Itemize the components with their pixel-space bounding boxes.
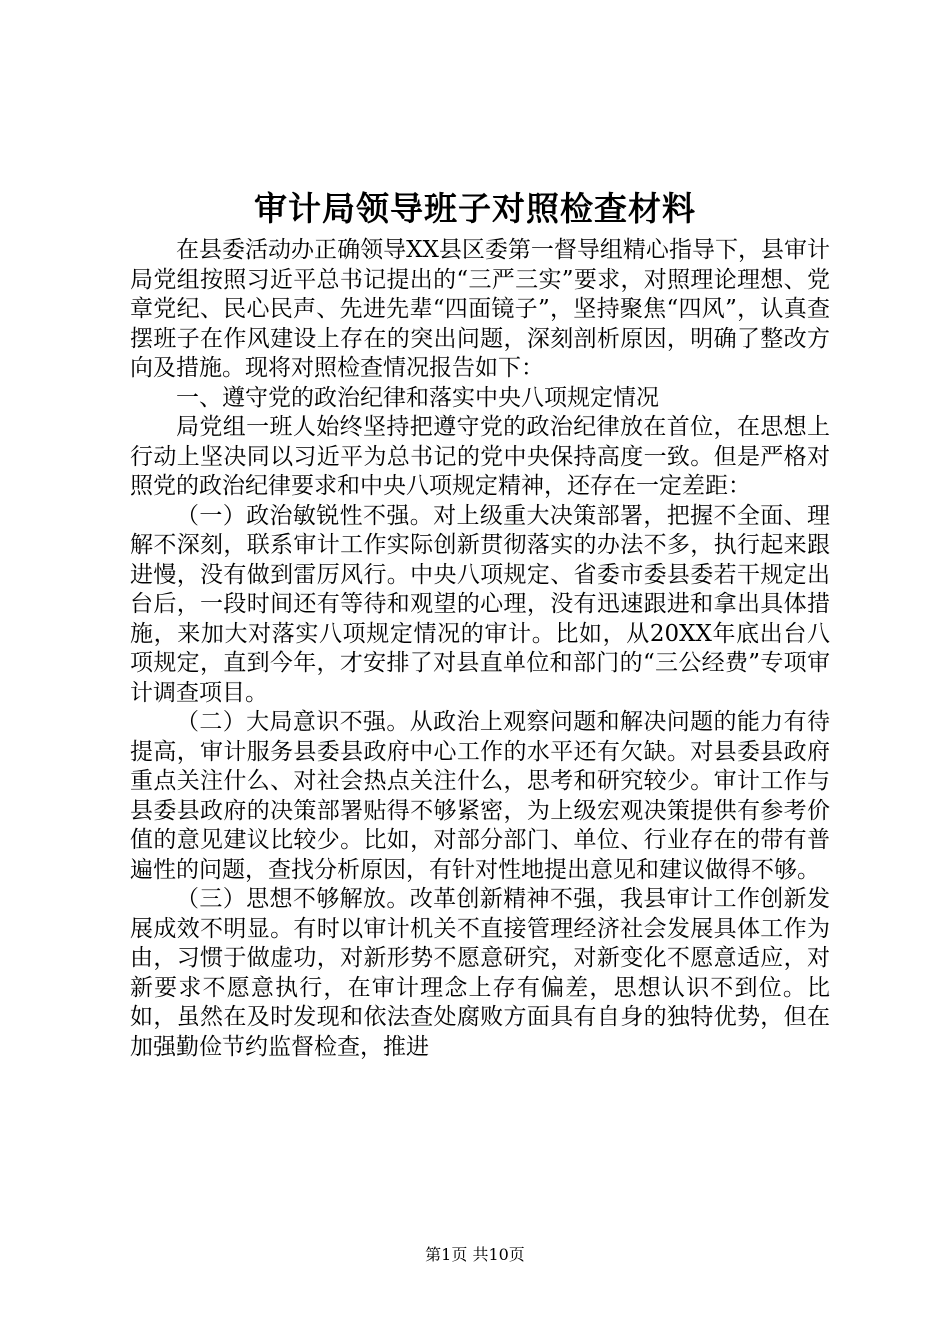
point-two-paragraph: （二）大局意识不强。从政治上观察问题和解决问题的能力有待提高，审计服务县委县政府中心工作的水平还有欠缺。对县委县政府重点关注什么、对社会热点关注什么，思考和研究较少。审计工作与县委县政府的决策部署贴得不够紧密，为上级宏观决策提供有参考价值的意见建议比较少。比如，对部分部门、单位、行业存在的带有普遍性的问题，查找分析原因，有针对性地提出意见和建议做得不够。 — [130, 709, 830, 883]
document-body — [130, 236, 830, 1062]
point-one-paragraph: （一）政治敏锐性不强。对上级重大决策部署，把握不全面、理解不深刻，联系审计工作实际创新贯彻落实的办法不多，执行起来跟进慢，没有做到雷厉风行。中央八项规定、省委市委县委若干规定出台后，一段时间还有等待和观望的心理，没有迅速跟进和拿出具体措施，来加大对落实八项规定情况的审计。比如，从20XX年底出台八项规定，直到今年，才安排了对县直单位和部门的“三公经费”专项审计调查项目。 — [130, 502, 830, 706]
section-paragraph: 局党组一班人始终坚持把遵守党的政治纪律放在首位，在思想上行动上坚决同以习近平为总书记的党中央保持高度一致。但是严格对照党的政治纪律要求和中央八项规定精神，还存在一定差距： — [130, 414, 830, 499]
section-heading: 一、遵守党的政治纪律和落实中央八项规定情况 — [176, 384, 659, 411]
document-title: 审计局领导班子对照检查材料 — [254, 189, 696, 228]
page-footer: 第1页 共10页 — [425, 1245, 525, 1264]
intro-paragraph: 在县委活动办正确领导XX县区委第一督导组精心指导下，县审计局党组按照习近平总书记提出的“三严三实”要求，对照理论理想、党章党纪、民心民声、先进先辈“四面镜子”，坚持聚焦“四风”，认真查摆班子在作风建设上存在的突出问题，深刻剖析原因，明确了整改方向及措施。现将对照检查情况报告如下： — [130, 237, 830, 381]
point-three-paragraph: （三）思想不够解放。改革创新精神不强，我县审计工作创新发展成效不明显。有时以审计机关不直接管理经济社会发展具体工作为由，习惯于做虚功，对新形势不愿意研究，对新变化不愿意适应，对新要求不愿意执行，在审计理念上存有偏差，思想认识不到位。比如，虽然在及时发现和依法查处腐败方面具有自身的独特优势，但在加强勤俭节约监督检查，推进 — [130, 886, 830, 1060]
